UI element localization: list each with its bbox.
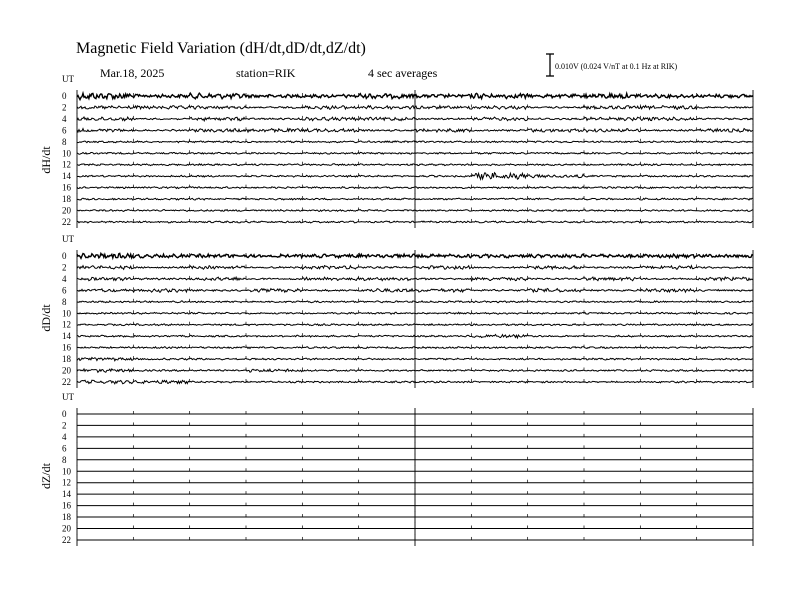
row-label: 20 [62,205,71,216]
row-label: 2 [62,102,67,113]
ut-label: UT [62,234,74,244]
row-label: 4 [62,431,67,442]
panel-dhdt [39,74,753,228]
row-label: 12 [62,319,71,330]
row-label: 14 [62,331,71,342]
row-label: 18 [62,194,71,205]
averaging-label: 4 sec averages [368,66,438,80]
row-label: 8 [62,136,67,147]
row-label: 20 [62,523,71,534]
row-label: 16 [62,182,71,193]
row-label: 16 [62,342,71,353]
station-label: station=RIK [236,66,296,80]
row-label: 8 [62,454,67,465]
panels [39,74,753,546]
row-label: 14 [62,489,71,500]
row-label: 14 [62,171,71,182]
row-label: 2 [62,420,67,431]
row-label: 8 [62,296,67,307]
row-label: 22 [62,534,71,545]
row-label: 16 [62,500,71,511]
panel-ylabel: dH/dt [39,146,53,174]
row-label: 0 [62,91,67,101]
row-label: 6 [62,125,67,136]
panel-dddt [39,234,753,388]
chart-title: Magnetic Field Variation (dH/dt,dD/dt,dZ/dt) [76,40,366,57]
row-label: 10 [62,148,71,159]
row-label: 22 [62,216,71,227]
row-label: 2 [62,262,67,273]
row-label: 12 [62,477,71,488]
row-label: 0 [62,409,67,419]
row-label: 18 [62,354,71,365]
row-label: 6 [62,443,67,454]
row-label: 18 [62,512,71,523]
row-label: 0 [62,251,67,261]
row-label: 20 [62,365,71,376]
ut-label: UT [62,74,74,84]
row-label: 22 [62,376,71,387]
scale-bar [546,54,678,76]
panel-ylabel: dZ/dt [39,463,53,489]
date-label: Mar.18, 2025 [100,66,165,80]
row-label: 12 [62,159,71,170]
row-label: 6 [62,285,67,296]
ut-label: UT [62,392,74,402]
row-label: 4 [62,273,67,284]
panel-ylabel: dD/dt [39,304,53,332]
panel-dzdt [39,392,753,546]
row-label: 10 [62,308,71,319]
row-label: 4 [62,113,67,124]
row-label: 10 [62,466,71,477]
scale-label: 0.010V (0.024 V/nT at 0.1 Hz at RIK) [555,62,678,71]
